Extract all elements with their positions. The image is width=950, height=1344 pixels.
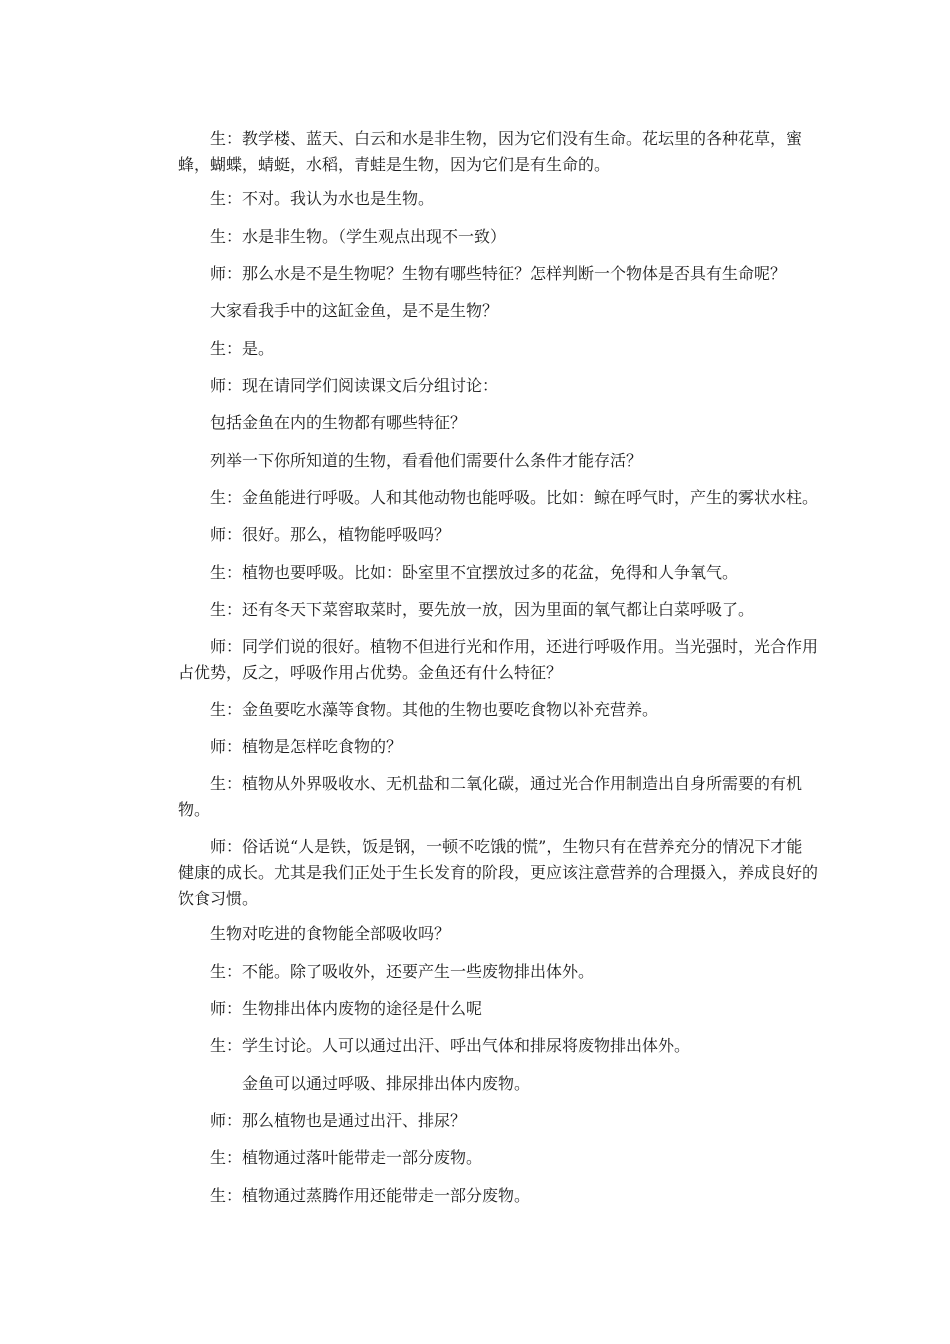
paragraph-21: 师：生物排出体内废物的途径是什么呢 xyxy=(210,999,483,1018)
paragraph-11: 师：很好。那么，植物能呼吸吗？ xyxy=(210,525,451,544)
paragraph-4: 师：那么水是不是生物呢？生物有哪些特征？怎样判断一个物体是否具有生命呢？ xyxy=(210,264,787,283)
paragraph-14: 师：同学们说的很好。植物不但进行光和作用，还进行呼吸作用。当光强时，光合作用占优势，反之，呼吸作用占优势。金鱼还有什么特征？ xyxy=(178,637,819,682)
paragraph-24: 师：那么植物也是通过出汗、排尿？ xyxy=(210,1111,467,1130)
paragraph-25: 生：植物通过落叶能带走一部分废物。 xyxy=(210,1148,483,1167)
paragraph-1: 生：教学楼、蓝天、白云和水是非生物，因为它们没有生命。花坛里的各种花草，蜜蜂，蝴蝶，蜻蜓，水稻，青蛙是生物，因为它们是有生命的。 xyxy=(178,129,803,174)
paragraph-15: 生：金鱼要吃水藻等食物。其他的生物也要吃食物以补充营养。 xyxy=(210,700,659,719)
paragraph-9: 列举一下你所知道的生物，看看他们需要什么条件才能存活？ xyxy=(210,451,643,470)
paragraph-10: 生：金鱼能进行呼吸。人和其他动物也能呼吸。比如：鲸在呼气时，产生的雾状水柱。 xyxy=(210,488,819,507)
paragraph-26: 生：植物通过蒸腾作用还能带走一部分废物。 xyxy=(210,1186,531,1205)
paragraph-16: 师：植物是怎样吃食物的？ xyxy=(210,737,403,756)
paragraph-12: 生：植物也要呼吸。比如：卧室里不宜摆放过多的花盆，免得和人争氧气。 xyxy=(210,563,739,582)
paragraph-20: 生：不能。除了吸收外，还要产生一些废物排出体外。 xyxy=(210,962,595,981)
paragraph-2: 生：不对。我认为水也是生物。 xyxy=(210,189,435,208)
paragraph-5: 大家看我手中的这缸金鱼，是不是生物？ xyxy=(210,301,499,320)
paragraph-3: 生：水是非生物。（学生观点出现不一致） xyxy=(210,227,507,246)
paragraph-23: 金鱼可以通过呼吸、排尿排出体内废物。 xyxy=(242,1074,531,1093)
paragraph-7: 师：现在请同学们阅读课文后分组讨论： xyxy=(210,376,499,395)
paragraph-18: 师：俗话说“人是铁，饭是钢，一顿不吃饿的慌”，生物只有在营养充分的情况下才能健康的成长。尤其是我们正处于生长发育的阶段，更应该注意营养的合理摄入，养成良好的饮食习惯。 xyxy=(178,837,819,908)
paragraph-6: 生：是。 xyxy=(210,339,275,358)
paragraph-22: 生：学生讨论。人可以通过出汗、呼出气体和排尿将废物排出体外。 xyxy=(210,1036,691,1055)
paragraph-13: 生：还有冬天下菜窖取菜时，要先放一放，因为里面的氧气都让白菜呼吸了。 xyxy=(210,600,755,619)
paragraph-19: 生物对吃进的食物能全部吸收吗？ xyxy=(210,924,451,943)
paragraph-8: 包括金鱼在内的生物都有哪些特征？ xyxy=(210,413,467,432)
paragraph-17: 生：植物从外界吸收水、无机盐和二氧化碳，通过光合作用制造出自身所需要的有机物。 xyxy=(178,774,803,819)
